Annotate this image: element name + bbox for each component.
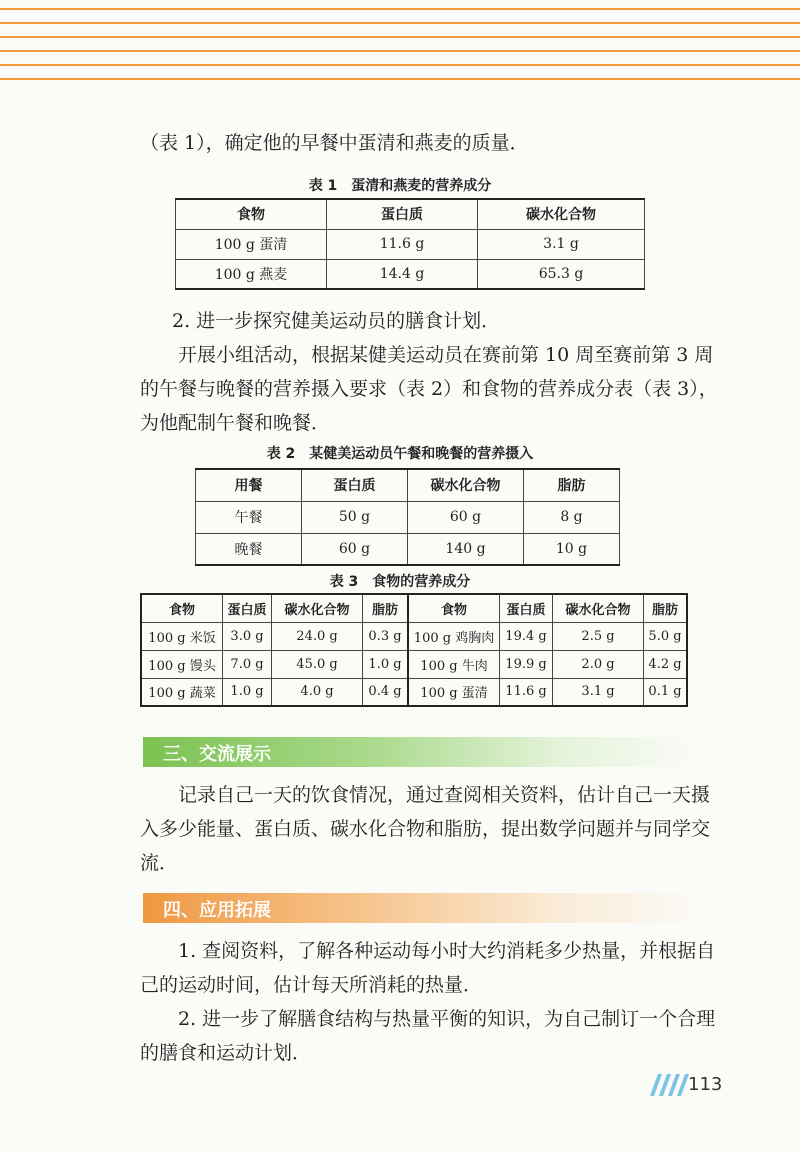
- table-cell: 7.0 g: [223, 650, 272, 678]
- table-cell: 100 g 鸡胸肉: [408, 622, 500, 650]
- table-header: 脂肪: [363, 594, 409, 622]
- table-header: 蛋白质: [500, 594, 553, 622]
- header-rule-lines: [0, 0, 800, 82]
- table1: [175, 198, 645, 290]
- table3-caption: 表 3 食物的营养成分: [329, 574, 471, 590]
- table-cell: 11.6 g: [500, 678, 553, 706]
- section4-title: 四、应用拓展: [163, 900, 271, 921]
- table-cell: 45.0 g: [272, 650, 363, 678]
- table-cell: 4.0 g: [272, 678, 363, 706]
- table2: [195, 468, 620, 566]
- table-cell: 100 g 米饭: [141, 622, 223, 650]
- table-cell: 2.5 g: [553, 622, 644, 650]
- table2-header-row: [196, 469, 620, 501]
- intro-paragraph: （表 1），确定他的早餐中蛋清和燕麦的质量．: [140, 132, 529, 154]
- table-cell: 50 g: [302, 501, 408, 533]
- table-header: 食物: [408, 594, 500, 622]
- table-cell: 100 g 馒头: [141, 650, 223, 678]
- table-cell: 3.1 g: [553, 678, 644, 706]
- table-header: 碳水化合物: [272, 594, 363, 622]
- table-cell: 100 g 牛肉: [408, 650, 500, 678]
- table-cell: 1.0 g: [223, 678, 272, 706]
- table-header: 碳水化合物: [408, 469, 524, 501]
- section3-banner: [143, 737, 703, 767]
- table-cell: 60 g: [408, 501, 524, 533]
- table-cell: 午餐: [196, 501, 302, 533]
- table-cell: 65.3 g: [478, 259, 645, 289]
- table-row: [141, 678, 687, 706]
- table-cell: 4.2 g: [644, 650, 688, 678]
- table-cell: 100 g 蛋清: [408, 678, 500, 706]
- table-row: [196, 533, 620, 565]
- table-cell: 19.4 g: [500, 622, 553, 650]
- table-header: 蛋白质: [327, 199, 478, 229]
- table-header: 用餐: [196, 469, 302, 501]
- table-row: [176, 259, 645, 289]
- table-cell: 10 g: [524, 533, 620, 565]
- table-header: 食物: [176, 199, 327, 229]
- table2-caption: 表 2 某健美运动员午餐和晚餐的营养摄入: [266, 446, 534, 462]
- table-cell: 3.0 g: [223, 622, 272, 650]
- table-cell: 14.4 g: [327, 259, 478, 289]
- table-header: 碳水化合物: [553, 594, 644, 622]
- section4-item-2: 2. 进一步了解膳食结构与热量平衡的知识，为自己制订一个合理的膳食和运动计划．: [140, 1008, 716, 1064]
- table-cell: 1.0 g: [363, 650, 409, 678]
- table-row: [141, 650, 687, 678]
- page-number: 113: [688, 1074, 723, 1095]
- table-header: 食物: [141, 594, 223, 622]
- table-cell: 140 g: [408, 533, 524, 565]
- table-cell: 19.9 g: [500, 650, 553, 678]
- table-cell: 11.6 g: [327, 229, 478, 259]
- table-header: 脂肪: [644, 594, 688, 622]
- table-cell: 0.3 g: [363, 622, 409, 650]
- table-cell: 100 g 燕麦: [176, 259, 327, 289]
- table-header: 蛋白质: [302, 469, 408, 501]
- table-row: [141, 622, 687, 650]
- table-cell: 100 g 蔬菜: [141, 678, 223, 706]
- table-cell: 3.1 g: [478, 229, 645, 259]
- table-header: 碳水化合物: [478, 199, 645, 229]
- step2-paragraph: 开展小组活动，根据某健美运动员在赛前第 10 周至赛前第 3 周的午餐与晚餐的营养摄入要求（表 2）和食物的营养成分表（表 3），为他配制午餐和晚餐．: [140, 344, 718, 434]
- page-number-mark-icon: [650, 1074, 686, 1096]
- table1-header-row: [176, 199, 645, 229]
- table-header: 蛋白质: [223, 594, 272, 622]
- table-cell: 0.1 g: [644, 678, 688, 706]
- table-cell: 0.4 g: [363, 678, 409, 706]
- table-row: [176, 229, 645, 259]
- table-cell: 5.0 g: [644, 622, 688, 650]
- step2-title: 2. 进一步探究健美运动员的膳食计划．: [172, 310, 501, 332]
- table1-caption: 表 1 蛋清和燕麦的营养成分: [308, 178, 492, 194]
- section4-banner: [143, 893, 703, 923]
- section3-title: 三、交流展示: [163, 744, 271, 765]
- table-cell: 24.0 g: [272, 622, 363, 650]
- table3-header-row: [141, 594, 687, 622]
- table-cell: 8 g: [524, 501, 620, 533]
- table-row: [196, 501, 620, 533]
- table-cell: 晚餐: [196, 533, 302, 565]
- table-header: 脂肪: [524, 469, 620, 501]
- table3: [140, 593, 688, 707]
- section3-paragraph: 记录自己一天的饮食情况，通过查阅相关资料，估计自己一天摄入多少能量、蛋白质、碳水化合物和脂肪，提出数学问题并与同学交流．: [140, 784, 711, 874]
- table-cell: 2.0 g: [553, 650, 644, 678]
- table-cell: 60 g: [302, 533, 408, 565]
- section4-item-1: 1. 查阅资料，了解各种运动每小时大约消耗多少热量，并根据自己的运动时间，估计每天所消耗的热量．: [140, 940, 716, 996]
- table-cell: 100 g 蛋清: [176, 229, 327, 259]
